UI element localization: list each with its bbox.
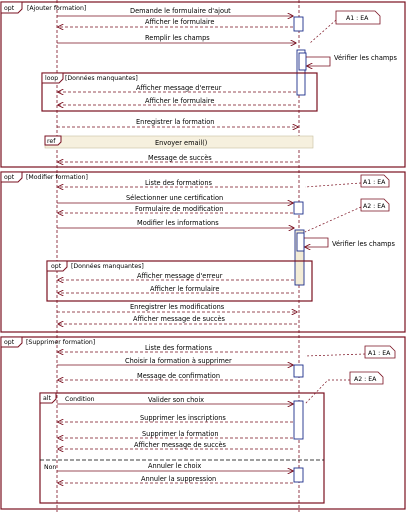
ref-operator: ref [47, 138, 56, 145]
message-label: Afficher le formulaire [145, 18, 215, 26]
message-label: Liste des formations [145, 344, 212, 352]
message-label: Formulaire de modification [135, 205, 224, 213]
fragment-guard: [Données manquantes] [65, 75, 138, 82]
fragment-operator: alt [43, 395, 51, 402]
message-label: Afficher message d'erreur [137, 272, 223, 280]
note-a1 [305, 175, 389, 187]
self-call-label: Vérifier les champs [334, 54, 397, 62]
self-call-arrow [304, 238, 328, 247]
fragment-operator: opt [4, 339, 15, 346]
alt-else-label: Non [44, 464, 57, 471]
message-label: Liste des formations [145, 179, 212, 187]
message-label: Message de confirmation [137, 372, 221, 380]
fragment-opt-modifier [1, 172, 405, 332]
fragment-alt-condition [40, 393, 324, 503]
note-a2 [305, 372, 383, 404]
message-label: Valider son choix [148, 396, 205, 404]
message-label: Annuler le choix [148, 462, 202, 470]
fragment-opt-donnees-manquantes [47, 261, 312, 301]
message-label: Supprimer les inscriptions [140, 414, 226, 422]
message-label: Afficher le formulaire [150, 285, 220, 293]
message-label: Enregistrer la formation [136, 118, 215, 126]
activation-bar [294, 365, 303, 377]
note-text: A1 : EA [368, 350, 391, 357]
message-label: Afficher message d'erreur [136, 84, 222, 92]
note-text: A2 : EA [363, 203, 386, 210]
fragment-loop-donnees-manquantes [42, 73, 317, 111]
message-label: Supprimer la formation [142, 430, 219, 438]
fragment-guard: [Supprimer formation] [26, 339, 96, 346]
activation-bar-self [299, 53, 306, 70]
fragment-operator: loop [45, 75, 59, 82]
message-label: Modifier les informations [137, 219, 219, 227]
activation-bar [294, 401, 303, 439]
message-label: Afficher message de succès [134, 441, 226, 449]
message-label: Choisir la formation à supprimer [125, 357, 232, 365]
note-text: A2 : EA [354, 376, 377, 383]
fragment-operator: opt [51, 263, 62, 270]
message-label: Afficher le formulaire [145, 97, 215, 105]
fragment-guard: [Ajouter formation] [27, 5, 87, 12]
activation-bar [294, 17, 303, 31]
activation-bar-self [297, 233, 304, 251]
note-a1 [305, 346, 395, 358]
note-a1 [310, 11, 380, 43]
ref-label: Envoyer email() [155, 139, 208, 147]
message-label: Annuler la suppression [141, 475, 217, 483]
fragment-opt-supprimer [1, 337, 405, 509]
fragment-opt-ajouter [1, 2, 405, 167]
note-text: A1 : EA [363, 179, 386, 186]
message-label: Demande le formulaire d'ajout [130, 7, 231, 15]
fragment-operator: opt [4, 5, 15, 12]
note-a2 [305, 199, 389, 232]
note-text: A1 : EA [346, 15, 369, 22]
ref-fragment [45, 136, 313, 148]
alt-condition: Condition [65, 396, 95, 403]
activation-bar [294, 202, 303, 214]
message-label: Sélectionner une certification [126, 194, 224, 202]
message-label: Message de succès [148, 154, 212, 162]
fragment-guard: [Modifier formation] [26, 174, 88, 181]
message-label: Afficher message de succès [133, 315, 225, 323]
self-call-label: Vérifier les champs [332, 240, 395, 248]
message-label: Enregistrer les modifications [130, 303, 225, 311]
activation-bar [294, 468, 303, 482]
message-label: Remplir les champs [145, 34, 210, 42]
self-call-arrow [306, 57, 330, 66]
fragment-operator: opt [4, 174, 15, 181]
fragment-guard: [Données manquantes] [71, 263, 144, 270]
